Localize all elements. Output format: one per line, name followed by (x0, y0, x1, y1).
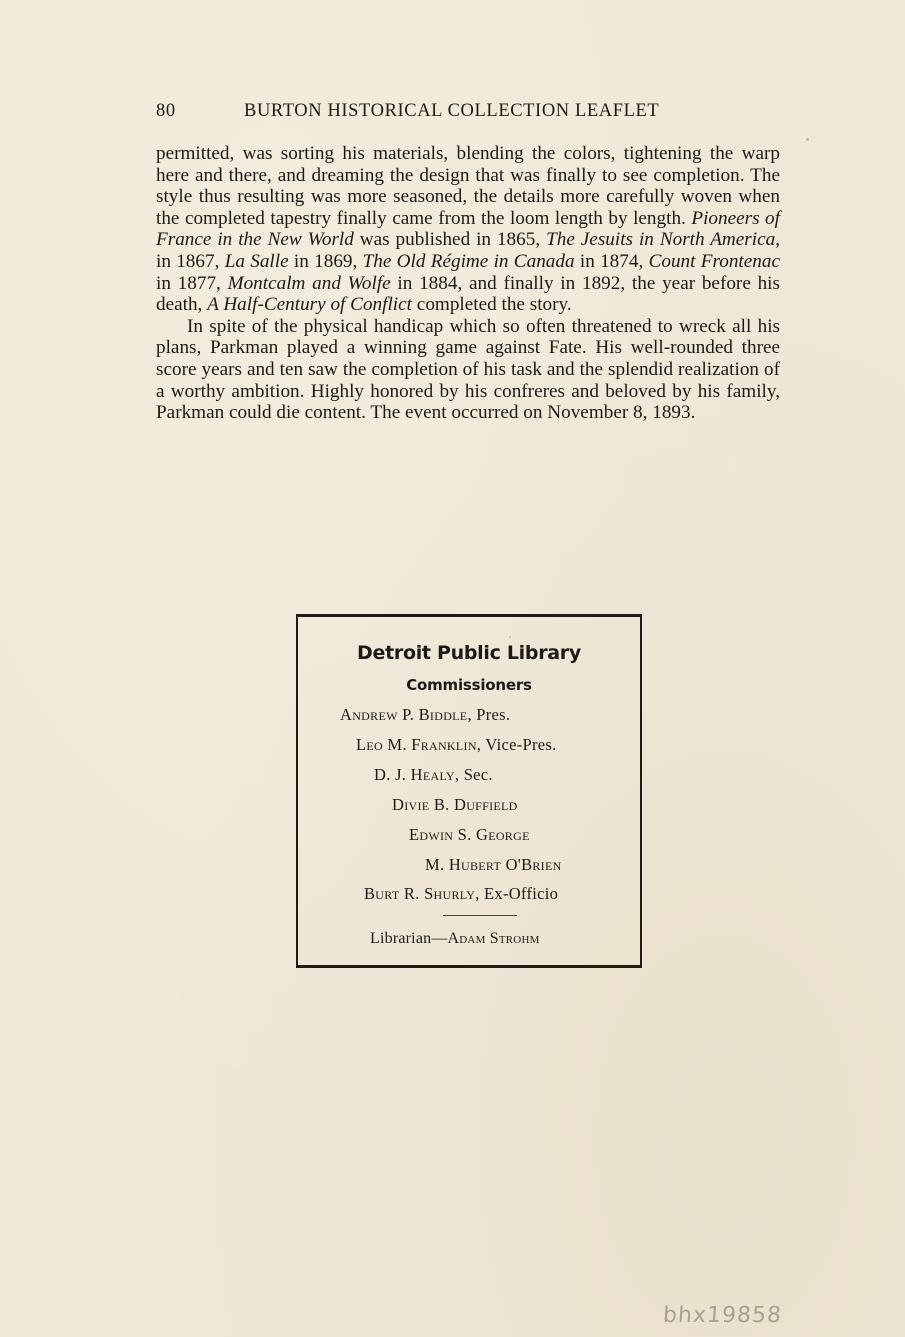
running-title: BURTON HISTORICAL COLLECTION LEAFLET (244, 101, 660, 121)
commissioner-entry (425, 855, 562, 875)
commissioner-name: D. J. Healy (374, 765, 455, 784)
commissioner-entry (340, 705, 510, 725)
book-title: Count Frontenac (648, 250, 780, 272)
commissioner-role: , Ex-Officio (475, 884, 559, 903)
librarian-line (370, 930, 540, 948)
text-run: in 1874, (574, 250, 649, 272)
commissioner-role: , Sec. (454, 765, 493, 784)
text-run: in 1884, and finally in 1892, the year before his death, (156, 272, 780, 316)
text-run: in 1877, (156, 272, 228, 294)
book-title: Pioneers of France in the New World (156, 207, 780, 251)
book-title: The Jesuits in North America, (546, 229, 780, 251)
running-head (156, 101, 780, 122)
paper-speck (509, 636, 511, 638)
book-title: La Salle (224, 250, 289, 272)
commissioner-entry (364, 884, 558, 904)
page-number: 80 (156, 101, 176, 121)
commissioner-role: , Pres. (467, 705, 511, 724)
text-run: in 1867, (156, 250, 225, 272)
body-text (156, 143, 780, 424)
commissioner-name: Divie B. Duffield (392, 795, 518, 814)
paper-speck (806, 138, 809, 141)
divider-rule (443, 915, 517, 916)
paragraph-1 (156, 143, 780, 316)
commissioner-name: Burt R. Shurly (364, 884, 476, 903)
paragraph-2: In spite of the physical handicap which so often threatened to wreck all his plans, Parkman played a winning game against Fate. His well-rounded three score years and ten saw the completion of his task and the splendid realization of a worthy ambition. Highly honored by his confreres and beloved by his family, Parkman could die content. The event occurred on November 8, 1893. (156, 315, 780, 424)
commissioner-entry (409, 825, 530, 845)
book-title: Montcalm and Wolfe (227, 272, 391, 294)
text-run: completed the story. (412, 294, 572, 316)
text-run: permitted, was sorting his materials, blending the colors, tightening the warp here and there, and dreaming the design that was finally to see completion. The style thus resulting was more seasoned, the details more carefully woven when the completed tapestry finally came from the loom length by length. (156, 143, 780, 229)
box-subtitle: Commissioners (406, 676, 532, 694)
commissioner-entry (392, 795, 518, 815)
librarian-label: Librarian— (370, 930, 448, 947)
handwritten-pencil-mark: bhx19858 (662, 1303, 783, 1328)
librarian-name: Adam Strohm (447, 930, 540, 947)
book-title: The Old Régime in Canada (362, 250, 575, 272)
commissioner-name: M. Hubert O'Brien (425, 855, 562, 874)
text-run: in 1869, (288, 250, 363, 272)
text-run: was published in 1865, (353, 229, 547, 251)
commissioner-name: Andrew P. Biddle (340, 705, 468, 724)
commissioner-entry (356, 735, 557, 755)
commissioner-name: Leo M. Franklin (356, 735, 477, 754)
library-commissioners-box (296, 614, 642, 968)
box-title: Detroit Public Library (357, 642, 581, 664)
commissioner-role: , Vice-Pres. (476, 735, 557, 754)
book-title: A Half-Century of Conflict (207, 294, 412, 316)
commissioner-entry (374, 765, 493, 785)
commissioner-name: Edwin S. George (409, 825, 530, 844)
